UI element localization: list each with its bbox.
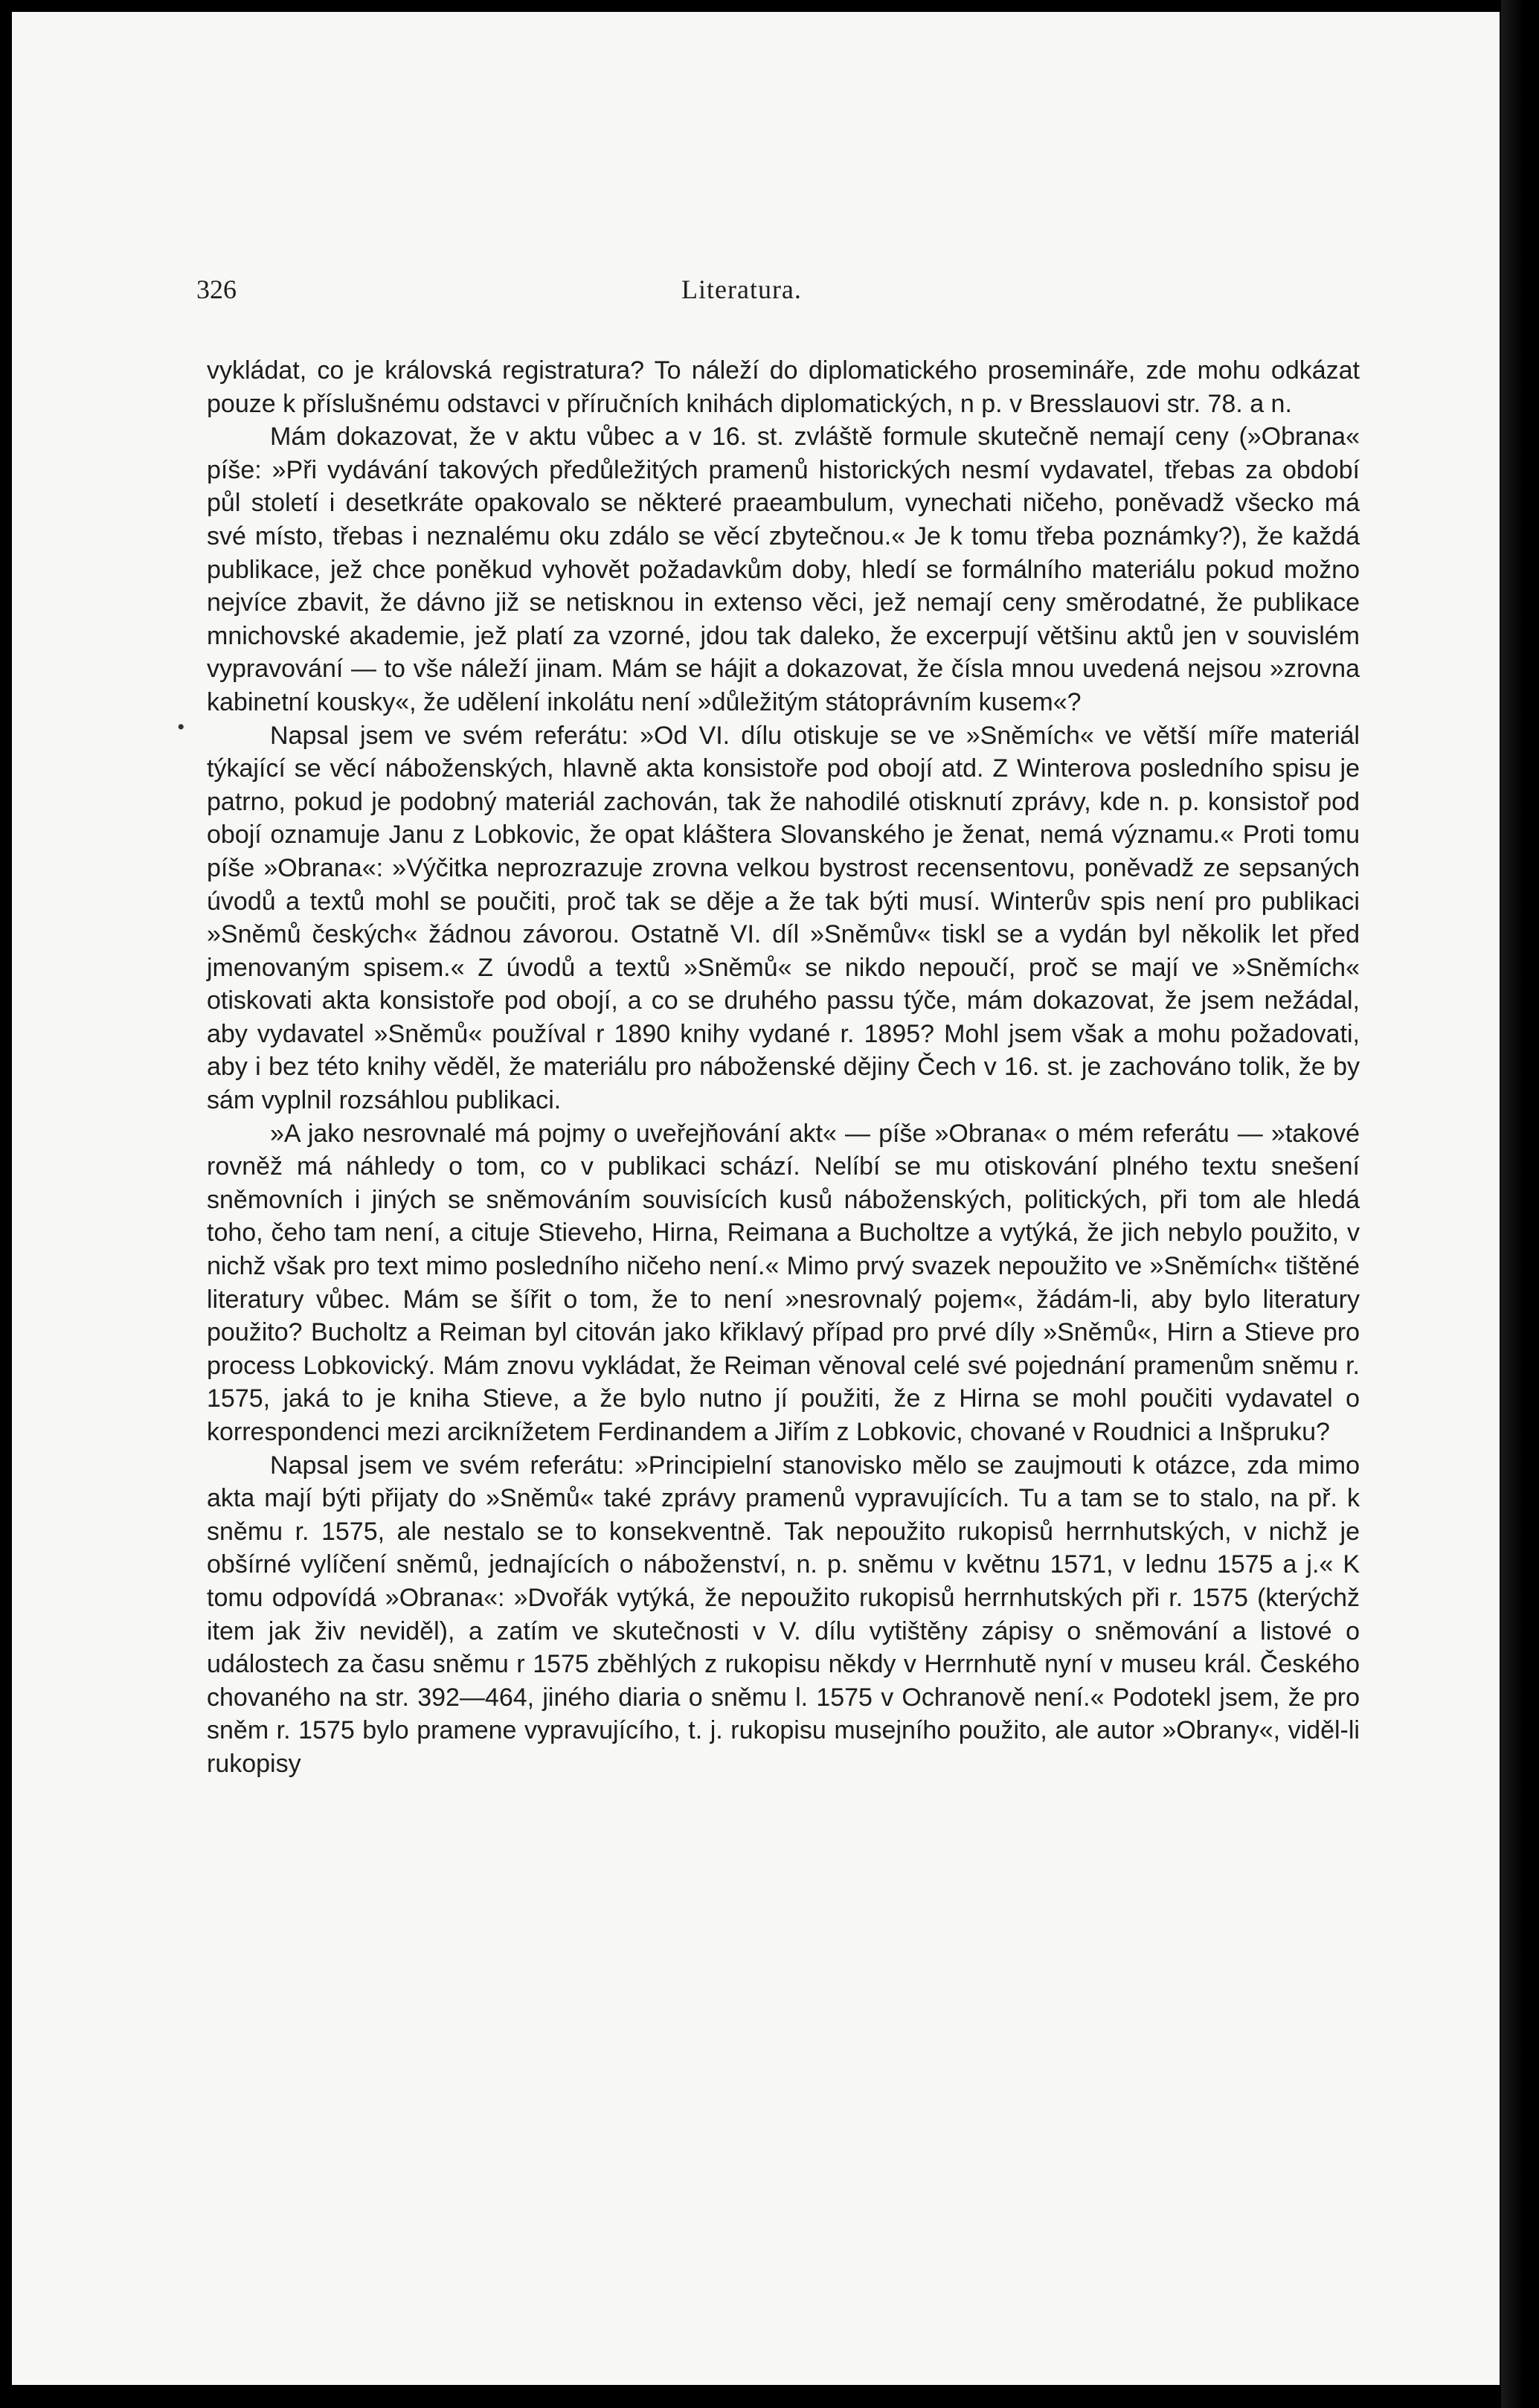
body-text <box>207 354 1360 1781</box>
page-header <box>12 274 1500 318</box>
book-page <box>12 12 1500 2385</box>
margin-mark: • <box>177 715 185 739</box>
paragraph-4: »A jako nesrovnalé má pojmy o uveřejňování akt« — píše »Obrana« o mém referátu — »takové rovněž má náhledy o tom, co v publikaci schází. Nelíbí se mu otiskování plného textu snešení sněmovních i jiných se sněmováním souvisících kusů náboženských, politických, při tom ale hledá toho, čeho tam není, a cituje Stieveho, Hirna, Reimana a Bucholtze a vytýká, že jich nebylo použito, v nichž však pro text mimo posledního ničeho není.« Mimo prvý svazek nepoužito ve »Sněmích« tištěné literatury vůbec. Mám se šířit o tom, že to není »nesrovnalý pojem«, žádám-li, aby bylo literatury použito? Bucholtz a Reiman byl citován jako křiklavý případ pro prvé díly »Sněmů«, Hirn a Stieve pro process Lobkovický. Mám znovu vykládat, že Reiman věnoval celé své pojednání pramenům sněmu r. 1575, jaká to je kniha Stieve, a že bylo nutno jí použiti, že z Hirna se mohl poučiti vydavatel o korrespondenci mezi arciknížetem Ferdinandem a Jiřím z Lobkovic, chované v Roudnici a Inšpruku? <box>207 1119 1360 1446</box>
paragraph-5: Napsal jsem ve svém referátu: »Principielní stanovisko mělo se zaujmouti k otázce, zda mimo akta mají býti přijaty do »Sněmů« také zprávy pramenů vypravujících. Tu a tam se to stalo, na př. k sněmu r. 1575, ale nestalo se to konsekventně. Tak nepoužito rukopisů herrnhutských, v nichž je obšírné vylíčení sněmů, jednajících o náboženství, n. p. sněmu v květnu 1571, v lednu 1575 a j.« K tomu odpovídá »Obrana«: »Dvořák vytýká, že nepoužito rukopisů herrnhutských při r. 1575 (kterýchž item jak živ neviděl), a zatím ve skutečnosti v V. dílu vytištěny zápisy o sněmování a listové o událostech za času sněmu r 1575 zběhlých z rukopisu někdy v Herrnhutě nyní v museu král. Českého chovaného na str. 392—464, jiného diaria o sněmu l. 1575 v Ochranově není.« Podotekl jsem, že pro sněm r. 1575 bylo pramene vypravujícího, t. j. rukopisu musejního použito, ale autor »Obrany«, viděl-li rukopisy <box>207 1451 1360 1778</box>
paragraph-3: Napsal jsem ve svém referátu: »Od VI. dílu otiskuje se ve »Sněmích« ve větší míře materiál týkající se věcí náboženských, hlavně akta konsistoře pod obojí atd. Z Winterova posledního spisu je patrno, pokud je podobný materiál zachován, tak že nahodilé otisknutí zprávy, kde n. p. konsistoř pod obojí oznamuje Janu z Lobkovic, že opat kláštera Slovanského je ženat, nemá významu.« Proti tomu píše »Obrana«: »Výčitka neprozrazuje zrovna velkou bystrost recensentovu, poněvadž ze sepsaných úvodů a textů mohl se poučiti, proč tak se děje a že tak býti musí. Winterův spis není pro publikaci »Sněmů českých« žádnou závorou. Ostatně VI. díl »Sněmův« tiskl se a vydán byl několik let před jmenovaným spisem.« Z úvodů a textů »Sněmů« se nikdo nepoučí, proč se mají ve »Sněmích« otiskovati akta konsistoře pod obojí, a co se druhého passu týče, mám dokazovat, že jsem nežádal, aby vydavatel »Sněmů« používal r 1890 knihy vydané r. 1895? Mohl jsem však a mohu požadovati, aby i bez této knihy věděl, že materiálu pro náboženské dějiny Čech v 16. st. je zachováno tolik, že by sám vyplnil rozsáhlou publikaci. <box>207 721 1360 1115</box>
running-title: Literatura. <box>681 274 802 304</box>
paragraph-2: Mám dokazovat, že v aktu vůbec a v 16. st. zvláště formule skutečně nemají ceny (»Obrana« píše: »Při vydávání takových předůležitých pramenů historických nesmí vydavatel, třebas za období půl století i desetkráte opakovalo se některé praeambulum, vynechati ničeho, poněvadž všecko má své místo, třebas i neznalému oku zdálo se věcí zbytečnou.« Je k tomu třeba poznámky?), že každá publikace, jež chce poněkud vyhovět požadavkům doby, hledí se formálního materiálu pokud možno nejvíce zbavit, že dávno již se netisknou in extenso věci, jež nemají ceny směrodatné, že publikace mnichovské akademie, jež platí za vzorné, jdou tak daleko, že excerpují většinu aktů jen v souvislém vypravování — to vše náleží jinam. Mám se hájit a dokazovat, že čísla mnou uvedená nejsou »zrovna kabinetní kousky«, že udělení inkolátu není »důležitým státoprávním kusem«? <box>207 423 1360 716</box>
page-number: 326 <box>196 274 237 304</box>
scan-edge <box>1501 0 1539 2408</box>
paragraph-1: vykládat, co je královská registratura? To náleží do diplomatického prosemináře, zde mohu odkázat pouze k příslušnému odstavci v příručních knihách diplomatických, n p. v Bresslauovi str. 78. a n. <box>207 356 1360 418</box>
